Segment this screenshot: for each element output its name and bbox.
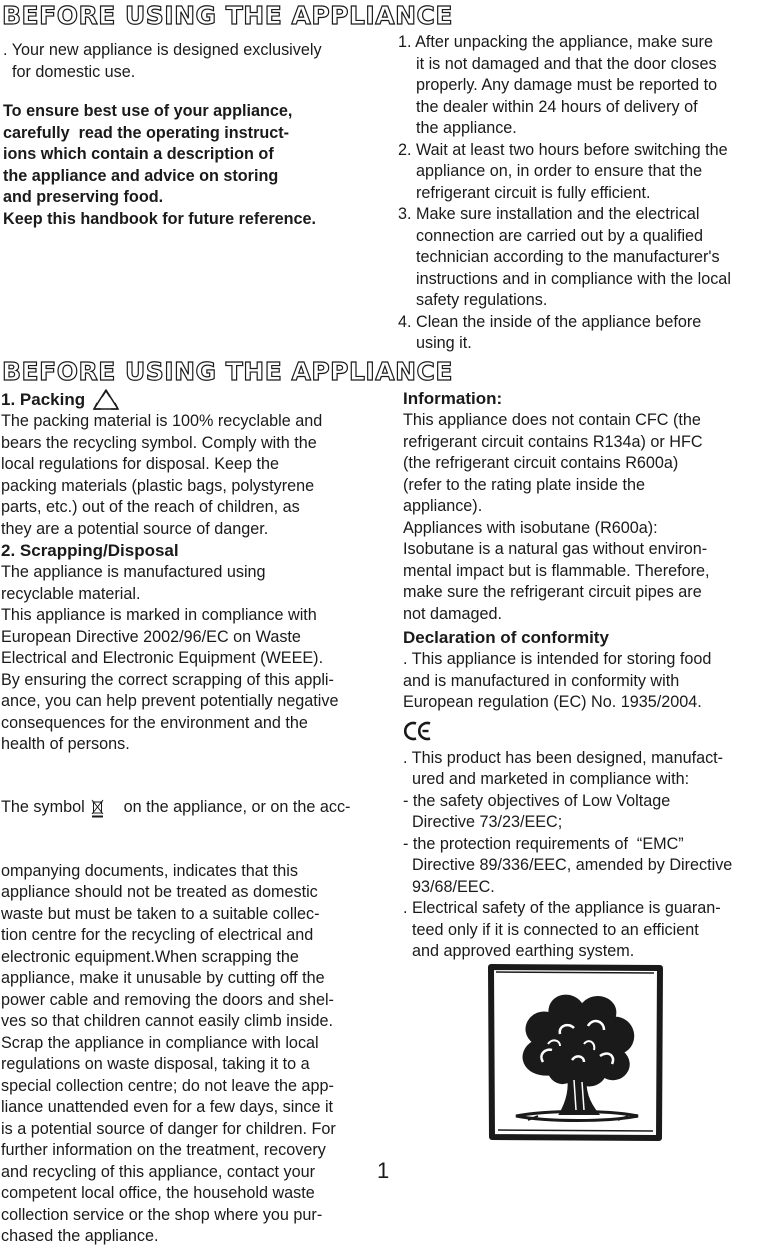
conformity-line: European regulation (EC) No. 1935/2004. [403,693,702,711]
packing-line: they are a potential source of danger. [1,519,269,538]
scrapping-line: competent local office, the household waste [1,1184,315,1202]
conformity-line: and is manufactured in conformity with [403,671,680,690]
section-1-heading: BEFORE USING THE APPLIANCE [2,1,453,30]
scrapping-line: recyclable material. [1,584,141,603]
scrapping-line: Electrical and Electronic Equipment (WEEE). [1,649,324,667]
scrapping-line: health of persons. [1,735,130,753]
conformity-line: . This product has been designed, manufact- [403,748,724,767]
information-line: Isobutane is a natural gas without environ- [403,540,708,558]
step-line: appliance on, in order to ensure that the [398,162,703,180]
scrapping-line: ompanying documents, indicates that this [1,861,298,880]
conformity-line: . This appliance is intended for storing food [403,650,712,668]
step-line: 2. Wait at least two hours before switching the [398,140,728,159]
step-4 [398,312,731,355]
advice-line: ions which contain a description of [3,145,274,163]
step-line: safety regulations. [398,291,548,309]
steps-list [398,32,731,355]
scrapping-line: consequences for the environment and the [1,713,308,732]
packing-title: 1. Packing [1,389,86,409]
tree-logo-icon [488,964,664,1142]
packing-line: local regulations for disposal. Keep the [1,455,280,473]
step-line: 1. After unpacking the appliance, make sure [398,33,713,51]
packing-title-row [1,388,393,411]
step-line: the dealer within 24 hours of delivery of [398,97,698,116]
step-1 [398,32,731,140]
packing-line: parts, etc.) out of the reach of children, as [1,498,300,516]
conformity-line: - the safety objectives of Low Voltage [403,791,671,810]
step-line: the appliance. [398,119,517,137]
scrapping-line: and recycling of this appliance, contact your [1,1162,316,1181]
scrapping-title: 2. Scrapping/Disposal [1,541,179,560]
intro-line: for domestic use. [3,62,136,81]
scrapping-line: special collection centre; do not leave the app- [1,1076,334,1095]
conformity-line: 93/68/EEC. [403,877,495,896]
conformity-line: . Electrical safety of the appliance is guaran- [403,899,721,917]
step-line: 4. Clean the inside of the appliance before [398,312,702,331]
step-3 [398,204,731,312]
information-line: appliance). [403,497,483,515]
symbol-before: The symbol [1,798,85,817]
scrapping-line: power cable and removing the doors and shel- [1,990,334,1009]
crossed-out-bin-icon [91,756,118,861]
scrapping-line: waste but must be taken to a suitable collec- [1,904,320,923]
scrapping-line: liance unattended even for a few days, since it [1,1098,334,1116]
step-line: 3. Make sure installation and the electrical [398,205,700,223]
ce-mark-row [403,714,783,748]
conformity-line: and approved earthing system. [403,942,635,960]
advice-line: the appliance and advice on storing [3,166,279,185]
step-line: connection are carried out by a qualified [398,226,704,245]
scrapping-line: regulations on waste disposal, taking it to a [1,1055,310,1073]
conformity-line: Directive 73/23/EEC; [403,813,563,831]
information-line: make sure the refrigerant circuit pipes are [403,583,702,601]
information-title: Information: [403,389,503,408]
information-line: This appliance does not contain CFC (the [403,411,701,429]
step-2 [398,140,731,205]
scrapping-line: European Directive 2002/96/EC on Waste [1,627,301,646]
step-line: it is not damaged and that the door closes [398,54,717,73]
scrapping-line: collection service or the shop where you pur- [1,1205,323,1224]
left-column [1,388,393,1248]
intro-line: . Your new appliance is designed exclusively [3,41,322,59]
scrapping-line: ves so that children cannot easily climb inside. [1,1012,334,1030]
advice-line: and preserving food. [3,188,164,206]
scrapping-line: This appliance is marked in compliance with [1,606,317,624]
scrapping-line: electronic equipment.When scrapping the [1,947,299,966]
packing-line: packing materials (plastic bags, polystyrene [1,476,315,495]
recycling-triangle-icon [91,388,121,412]
scrapping-line: The appliance is manufactured using [1,563,266,581]
step-line: refrigerant circuit is fully efficient. [398,183,651,202]
scrapping-line: is a potential source of danger for children. For [1,1119,336,1138]
advice-text [3,101,316,230]
information-line: Appliances with isobutane (R600a): [403,518,658,537]
ce-mark-icon [403,720,433,742]
packing-line: The packing material is 100% recyclable and [1,412,323,430]
page-number: 1 [377,1158,390,1183]
conformity-line: - the protection requirements of “EMC” [403,834,684,853]
step-line: using it. [398,334,472,352]
advice-line: To ensure best use of your appliance, [3,102,293,120]
conformity-title: Declaration of conformity [403,628,609,647]
section-2-heading: BEFORE USING THE APPLIANCE [2,357,453,386]
information-line: (refer to the rating plate inside the [403,475,646,494]
step-line: properly. Any damage must be reported to [398,76,718,94]
scrapping-line: appliance should not be treated as domestic [1,883,318,901]
scrapping-line: Scrap the appliance in compliance with local [1,1033,319,1052]
information-line: not damaged. [403,604,502,623]
symbol-line [1,756,393,861]
step-line: technician according to the manufacturer's [398,248,720,266]
symbol-after: on the appliance, or on the acc- [123,798,351,817]
scrapping-line: chased the appliance. [1,1227,159,1245]
scrapping-line: tion centre for the recycling of electrical and [1,926,314,944]
right-column [403,388,783,963]
packing-line: bears the recycling symbol. Comply with the [1,433,317,452]
scrapping-line: By ensuring the correct scrapping of this appli- [1,670,334,689]
conformity-line: teed only if it is connected to an efficient [403,920,699,939]
conformity-line: ured and marketed in compliance with: [403,770,690,788]
advice-line: carefully read the operating instruct- [3,123,290,142]
information-line: refrigerant circuit contains R134a) or HFC [403,432,703,451]
scrapping-line: further information on the treatment, recovery [1,1141,326,1159]
information-line: mental impact but is flammable. Therefore, [403,561,710,580]
intro-text [3,40,322,83]
scrapping-line: ance, you can help prevent potentially negative [1,692,339,710]
step-line: instructions and in compliance with the local [398,269,731,288]
information-line: (the refrigerant circuit contains R600a) [403,454,679,472]
conformity-line: Directive 89/336/EEC, amended by Directive [403,856,733,874]
scrapping-line: appliance, make it unusable by cutting off the [1,969,325,987]
advice-line: Keep this handbook for future reference. [3,209,317,228]
